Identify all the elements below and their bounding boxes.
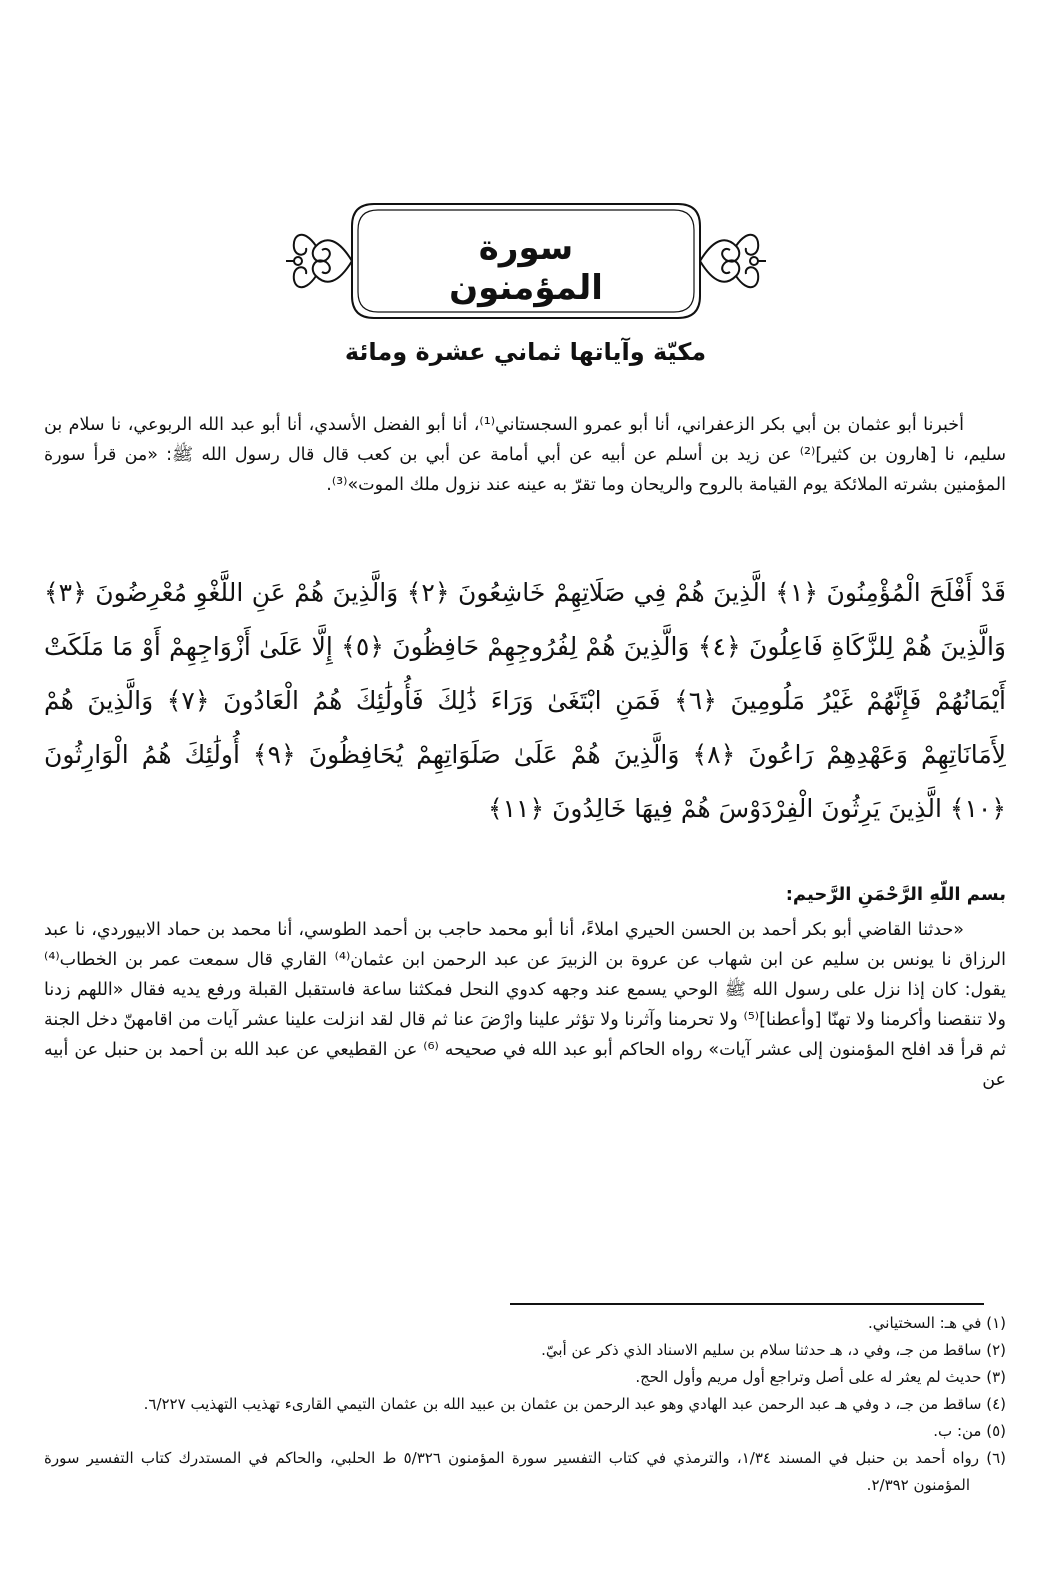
footnote-divider: [510, 1303, 984, 1305]
footnotes: [44, 1310, 1006, 1499]
quran-verses: قَدْ أَفْلَحَ الْمُؤْمِنُونَ ﴿١﴾ الَّذِينَ هُمْ فِي صَلَاتِهِمْ خَاشِعُونَ ﴿٢﴾ وَالَّذِينَ هُمْ عَنِ اللَّغْوِ مُعْرِضُونَ ﴿٣﴾ وَالَّذِينَ هُمْ لِلزَّكَاةِ فَاعِلُونَ ﴿٤﴾ وَالَّذِينَ هُمْ لِفُرُوجِهِمْ حَافِظُونَ ﴿٥﴾ إِلَّا عَلَىٰ أَزْوَاجِهِمْ أَوْ مَا مَلَكَتْ أَيْمَانُهُمْ فَإِنَّهُمْ غَيْرُ مَلُومِينَ ﴿٦﴾ فَمَنِ ابْتَغَىٰ وَرَاءَ ذَٰلِكَ فَأُولَٰئِكَ هُمُ الْعَادُونَ ﴿٧﴾ وَالَّذِينَ هُمْ لِأَمَانَاتِهِمْ وَعَهْدِهِمْ رَاعُونَ ﴿٨﴾ وَالَّذِينَ هُمْ عَلَىٰ صَلَوَاتِهِمْ يُحَافِظُونَ ﴿٩﴾ أُولَٰئِكَ هُمُ الْوَارِثُونَ ﴿١٠﴾ الَّذِينَ يَرِثُونَ الْفِرْدَوْسَ هُمْ فِيهَا خَالِدُونَ ﴿١١﴾: [44, 578, 1007, 823]
surah-subtitle: مكيّة وآياتها ثماني عشرة ومائة: [344, 338, 707, 366]
footnote-6: (٦) رواه أحمد بن حنبل في المسند ١/٣٤، والترمذي في كتاب التفسير سورة المؤمنون ٥/٣٢٦ ط الحلبي، والحاكم في المستدرك كتاب التفسير سورة المؤمنون ٢/٣٩٢.: [44, 1449, 1007, 1494]
footnote-4: (٤) ساقط من جـ، د وفي هـ عبد الرحمن عبد الهادي وهو عبد الرحمن بن عثمان بن عبيد الله بن عثمان التيمي القارىء تهذيب التهذيب ٦/٢٢٧.: [143, 1395, 1006, 1413]
surah-title: سورة المؤمنون: [449, 228, 603, 308]
footnote-1: (١) في هـ: السختياني.: [868, 1314, 1006, 1332]
footnote-3: (٣) حديث لم يعثر له على أصل وتراجع أول مريم وأول الحج.: [635, 1368, 1006, 1386]
hadith-text: «حدثنا القاضي أبو بكر أحمد بن الحسن الحيري املاءً، أنا أبو محمد حاجب بن أحمد الطوسي، أنا محمد بن حماد الابيوردي، نا عبد الرزاق نا يونس بن سليم عن ابن شهاب عن عروة بن الزبيرَ عن عبد الرحمن ابن عثمان⁽⁴⁾ القاري قال سمعت عمر بن الخطاب⁽⁴⁾ يقول: كان إذا نزل على رسول الله ﷺ الوحي يسمع عند وجهه كدوي النحل فمكثنا ساعة فاستقبل القبلة ورفع يديه فقال «اللهم زدنا ولا تنقصنا وأكرمنا ولا تهنّا [وأعطنا]⁽⁵⁾ ولا تحرمنا وآثرنا ولا تؤثر علينا وارْضَ عنا ثم قال لقد انزلت علينا عشر آيات من اقامهنّ دخل الجنة ثم قرأ قد افلح المؤمنون إلى عشر آيات» رواه الحاكم أبو عبد الله في صحيحه ⁽⁶⁾ عن القطيعي عن عبد الله بن أحمد بن حنبل عن أبيه عن: [44, 920, 1006, 1090]
hadith-paragraph: [44, 915, 1006, 1095]
footnote-2: (٢) ساقط من جـ، وفي د، هـ حدثنا سلام بن سليم الاسناد الذي ذكر عن أبيّ.: [541, 1341, 1006, 1359]
basmala-heading: بسم اللّهِ الرَّحْمَنِ الرَّحيم:: [785, 884, 1006, 905]
intro-paragraph: [44, 410, 1006, 500]
intro-text: أخبرنا أبو عثمان بن أبي بكر الزعفراني، أنا أبو عمرو السجستاني⁽¹⁾، أنا أبو الفضل الأسدي، أنا أبو عبد الله الربوعي، نا سلام بن سليم، نا [هارون بن كثير]⁽²⁾ عن زيد بن أسلم عن أبيه عن أبي أمامة عن أبي بن كعب قال قال رسول الله ﷺ: «من قرأ سورة المؤمنين بشرته الملائكة يوم القيامة بالروح والريحان وما تقرّ به عينه عند نزول ملك الموت»⁽³⁾.: [44, 415, 1006, 495]
title-cartouche: [286, 198, 766, 324]
footnote-5: (٥) من: ب.: [933, 1422, 1006, 1440]
